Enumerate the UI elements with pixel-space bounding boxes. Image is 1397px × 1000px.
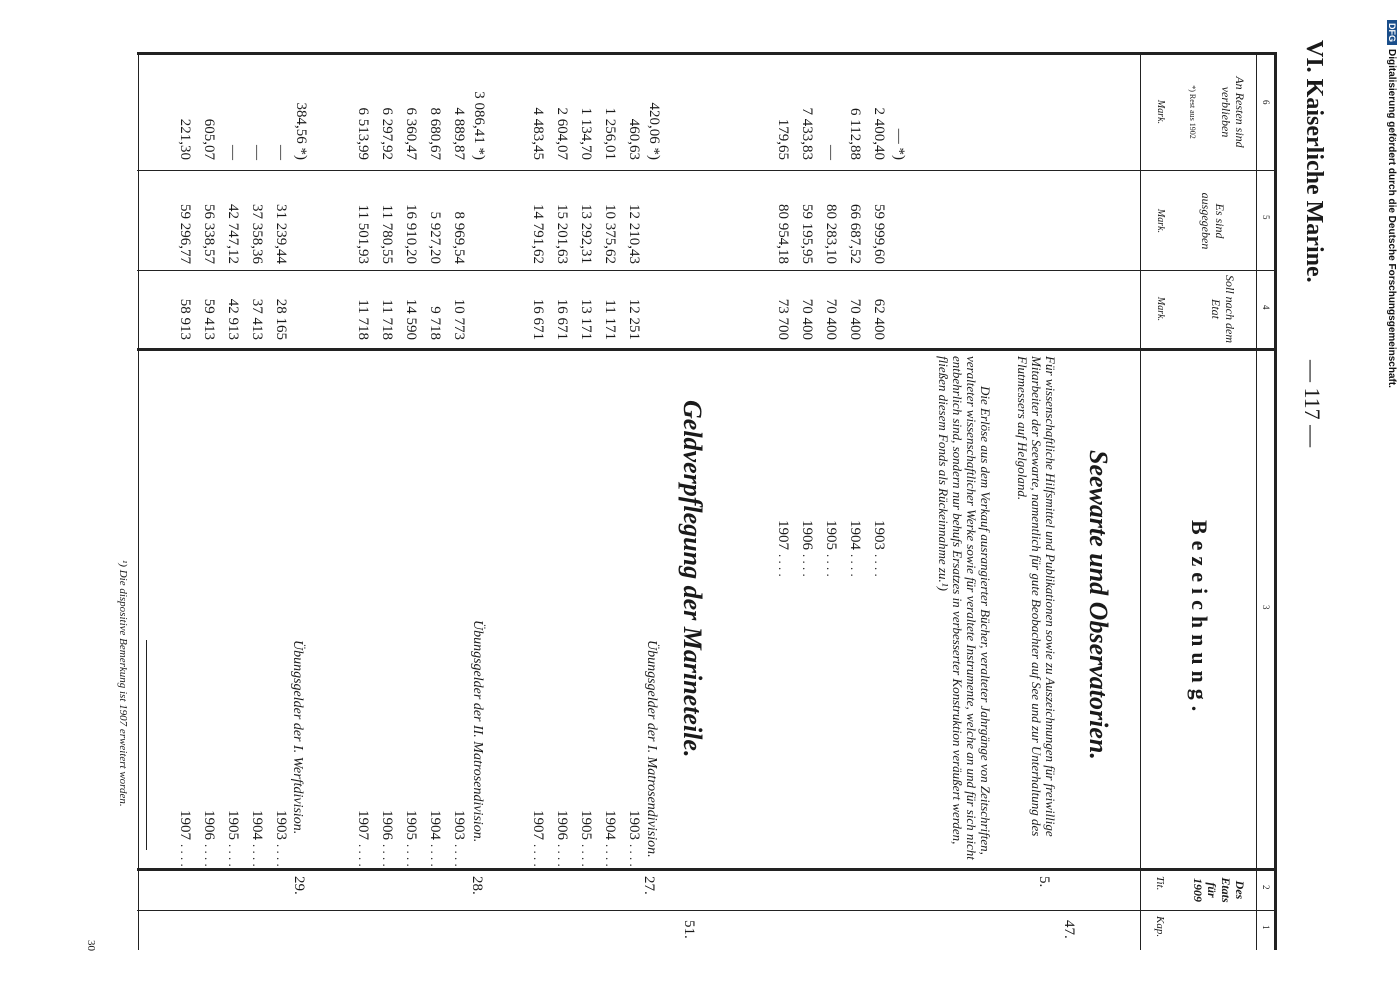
row-ausgegeben: 11 780,55 (379, 204, 395, 264)
tit-number: 29. (291, 876, 307, 895)
table-bottom-rule (138, 52, 139, 950)
credit-text: Digitalisierung gefördert durch die Deutsche Forschungsgemeinschaft. (1386, 49, 1397, 388)
dot-leader: . . . . (776, 554, 791, 577)
row-rest: — (249, 145, 265, 160)
row-soll: 70 400 (799, 298, 815, 340)
row-soll: 16 671 (554, 298, 570, 340)
row-rest: 221,30 (177, 118, 193, 160)
row-ausgegeben: 12 210,43 (626, 204, 642, 264)
tit-number: 27. (641, 876, 657, 895)
row-rest: 6 513,99 (355, 107, 371, 160)
row-ausgegeben: 15 201,63 (554, 204, 570, 264)
entry-text-note: Die Erlöse aus dem Verkauf ausrangierter Bücher, veralteter Jahrgänge von Zeitschriften, veralteter wissenschaftlicher Werke sowie für veraltete Instrumente, welche an und für sich nicht entbehrlich sind, sondern nur behufs Ersatzes in verbesserter Konstruktion veräußert werden, fließen diesem Fonds als Rückeinnahme zu.¹) (936, 356, 993, 860)
row-ausgegeben: 59 999,60 (871, 204, 887, 264)
row-ausgegeben: 37 358,36 (249, 204, 265, 264)
dot-leader: . . . . (202, 844, 217, 867)
entry-text: Übungsgelder der I. Werftdivision. (290, 640, 305, 835)
row-soll: 11 171 (602, 299, 618, 340)
row-ausgegeben: 66 687,52 (847, 204, 863, 264)
entry-text: Für wissenschaftliche Hilfsmittel und Publikationen sowie zu Auszeichnungen für freiwillige Mitarbeiter der Seewarte, namentlich für gute Beobachter auf See und zur Unterhaltung des Flutmessers auf Helgoland. (1015, 356, 1058, 837)
row-ausgegeben: 59 296,77 (177, 204, 193, 264)
row-ausgegeben: 13 292,31 (578, 204, 594, 264)
row-soll: 9 718 (427, 306, 443, 340)
col3-4-divider (137, 348, 1277, 351)
row-ausgegeben: 42 747,12 (225, 204, 241, 264)
rest-top: — *) (891, 128, 907, 160)
col4-unit: Mark. (1155, 296, 1166, 322)
col1-2-divider (137, 910, 1277, 911)
row-soll: 70 400 (823, 298, 839, 340)
row-rest: 605,07 (201, 118, 217, 160)
col3-number: 3 (1261, 605, 1271, 610)
dot-leader: . . . . (274, 844, 289, 867)
table-top-rule (1274, 52, 1277, 950)
row-year: 1904 (249, 810, 265, 840)
row-soll: 11 718 (379, 299, 395, 340)
tit-number: 5. (1036, 876, 1052, 888)
row-year: 1906 (201, 810, 217, 840)
col5-label: Es sind ausgegeben (1199, 192, 1227, 250)
row-rest: 460,63 (626, 118, 642, 160)
row-soll: 70 400 (847, 298, 863, 340)
row-ausgegeben: 56 338,57 (201, 204, 217, 264)
row-rest: 2 604,07 (554, 107, 570, 160)
row-soll: 62 400 (871, 298, 887, 340)
entry-text: Übungsgelder der II. Matrosendivision. (470, 620, 485, 843)
dot-leader: . . . . (356, 844, 371, 867)
row-year: 1904 (602, 810, 618, 840)
row-year: 1905 (578, 810, 594, 840)
row-year: 1903 (451, 810, 467, 840)
col1-number: 1 (1261, 925, 1271, 930)
row-rest: — (225, 145, 241, 160)
col4-number: 4 (1261, 305, 1271, 310)
col4-label: Soll nach dem Etat (1209, 275, 1237, 343)
row-year: 1906 (554, 810, 570, 840)
kap-number: 51. (681, 920, 697, 939)
entry-text: Übungsgelder der I. Matrosendivision. (644, 640, 659, 858)
row-rest: 179,65 (775, 118, 791, 160)
row-rest: 6 297,92 (379, 107, 395, 160)
footnote-rule (146, 640, 147, 850)
footnote: ¹) Die dispositive Bemerkung ist 1907 erweitert worden. (117, 560, 129, 807)
row-rest: — (273, 145, 289, 160)
dot-leader: . . . . (428, 844, 443, 867)
row-year: 1905 (403, 810, 419, 840)
row-year: 1907 (177, 810, 193, 840)
row-year: 1903 (626, 810, 642, 840)
row-ausgegeben: 80 954,18 (775, 204, 791, 264)
row-year: 1903 (273, 810, 289, 840)
row-ausgegeben: 11 501,93 (355, 204, 371, 264)
dot-leader: . . . . (824, 554, 839, 577)
row-soll: 11 718 (355, 299, 371, 340)
header-bottom-rule (1140, 52, 1141, 950)
kap-number: 47. (1061, 920, 1077, 939)
row-soll: 12 251 (626, 298, 642, 340)
rest-top: 384,56 *) (293, 102, 309, 160)
digitization-credit (1386, 20, 1397, 388)
section-title: Seewarte und Observatorien. (1084, 450, 1113, 760)
col2-number: 2 (1261, 885, 1271, 890)
col6-note: *) Rest aus 1902 (1188, 85, 1197, 139)
row-rest: — (823, 145, 839, 160)
row-ausgegeben: 5 927,20 (427, 211, 443, 264)
row-ausgegeben: 59 195,95 (799, 204, 815, 264)
running-title: VI. Kaiserliche Marine. (1301, 40, 1327, 283)
row-year: 1903 (871, 520, 887, 550)
dot-leader: . . . . (380, 844, 395, 867)
dot-leader: . . . . (404, 844, 419, 867)
row-rest: 1 256,01 (602, 107, 618, 160)
row-soll: 59 413 (201, 298, 217, 340)
row-soll: 37 413 (249, 298, 265, 340)
row-ausgegeben: 14 791,62 (530, 204, 546, 264)
col1-sub: Kap. (1154, 916, 1166, 938)
dot-leader: . . . . (627, 844, 642, 867)
dot-leader: . . . . (848, 554, 863, 577)
row-rest: 4 483,45 (530, 107, 546, 160)
rest-top: 3 086,41 *) (471, 91, 487, 160)
col6-unit: Mark. (1155, 99, 1166, 125)
row-ausgegeben: 16 910,20 (403, 204, 419, 264)
row-ausgegeben: 80 283,10 (823, 204, 839, 264)
col6-edge (137, 52, 1277, 55)
page-number: — 117 — (1300, 360, 1325, 448)
row-ausgegeben: 31 239,44 (273, 204, 289, 264)
footer-number: 30 (85, 940, 97, 951)
col2-3-divider (137, 868, 1277, 871)
dot-leader: . . . . (178, 844, 193, 867)
row-soll: 42 913 (225, 298, 241, 340)
row-year: 1907 (775, 520, 791, 550)
col5-number: 5 (1261, 215, 1271, 220)
dot-leader: . . . . (579, 844, 594, 867)
row-rest: 4 889,87 (451, 107, 467, 160)
col2-sub: Tit. (1154, 876, 1166, 891)
dot-leader: . . . . (250, 844, 265, 867)
row-soll: 58 913 (177, 298, 193, 340)
row-rest: 1 134,70 (578, 107, 594, 160)
row-year: 1904 (847, 520, 863, 550)
row-rest: 6 112,88 (847, 108, 863, 160)
row-year: 1906 (799, 520, 815, 550)
dot-leader: . . . . (452, 844, 467, 867)
row-year: 1905 (823, 520, 839, 550)
row-rest: 2 400,40 (871, 107, 887, 160)
col1-label: Des Etats für 1909 (1191, 877, 1247, 903)
dot-leader: . . . . (872, 554, 887, 577)
col4-5-divider (137, 270, 1277, 271)
row-ausgegeben: 8 969,54 (451, 211, 467, 264)
col6-label: An Resten sind verblieben (1219, 76, 1247, 148)
row-soll: 73 700 (775, 298, 791, 340)
dot-leader: . . . . (226, 844, 241, 867)
row-soll: 28 165 (273, 298, 289, 340)
row-rest: 7 433,83 (799, 107, 815, 160)
row-year: 1906 (379, 810, 395, 840)
dot-leader: . . . . (603, 844, 618, 867)
dot-leader: . . . . (531, 844, 546, 867)
row-year: 1907 (530, 810, 546, 840)
header-num-rule (1256, 52, 1257, 950)
dfg-logo-badge: DFG (1387, 20, 1397, 45)
row-soll: 13 171 (578, 298, 594, 340)
col5-6-divider (137, 170, 1277, 171)
row-rest: 8 680,67 (427, 107, 443, 160)
row-soll: 14 590 (403, 298, 419, 340)
col6-number: 6 (1261, 100, 1271, 105)
section-title: Geldverpflegung der Marineteile. (678, 400, 707, 758)
row-year: 1905 (225, 810, 241, 840)
dot-leader: . . . . (800, 554, 815, 577)
col5-unit: Mark. (1155, 208, 1166, 234)
row-rest: 6 360,47 (403, 107, 419, 160)
col3-label: Bezeichnung. (1187, 520, 1212, 718)
rest-top: 420,06 *) (646, 102, 662, 160)
row-year: 1904 (427, 810, 443, 840)
tit-number: 28. (469, 876, 485, 895)
dot-leader: . . . . (555, 844, 570, 867)
row-year: 1907 (355, 810, 371, 840)
row-soll: 16 671 (530, 298, 546, 340)
row-ausgegeben: 10 375,62 (602, 204, 618, 264)
row-soll: 10 773 (451, 298, 467, 340)
